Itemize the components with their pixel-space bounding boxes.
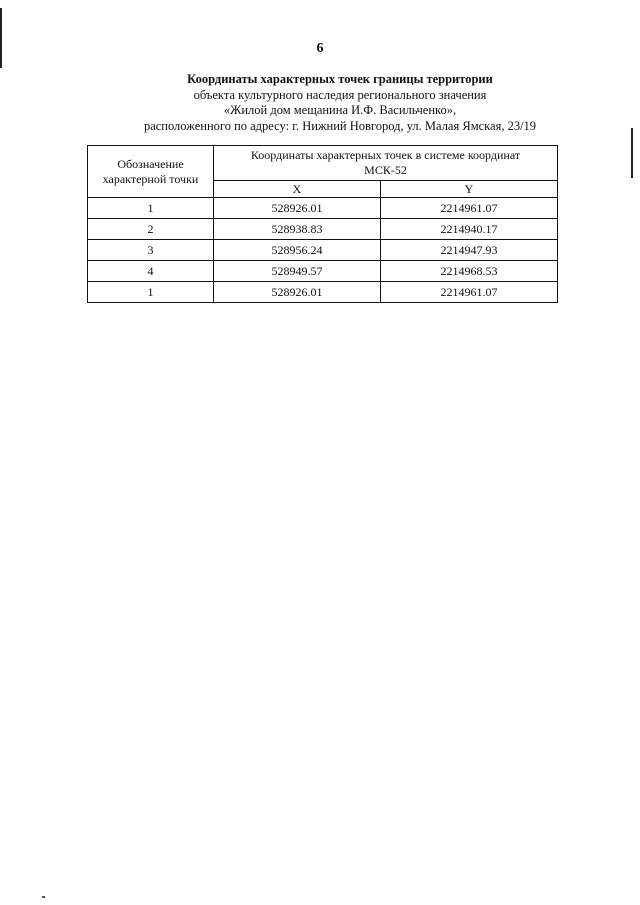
table-row — [88, 198, 558, 219]
cell-y: 2214961.07 — [381, 198, 558, 219]
table-row — [88, 240, 558, 261]
heading-object-name: «Жилой дом мещанина И.Ф. Васильченко», — [223, 103, 457, 117]
cell-y: 2214968.53 — [381, 261, 558, 282]
scan-speck — [42, 896, 45, 898]
header-y: Y — [381, 181, 558, 198]
header-point-designation — [88, 146, 214, 198]
header-point-line1: Обозначение — [117, 156, 184, 171]
scan-edge-mark — [631, 128, 633, 178]
cell-point: 4 — [88, 261, 214, 282]
table-row — [88, 261, 558, 282]
cell-point: 2 — [88, 219, 214, 240]
header-system-line1: Координаты характерных точек в системе координат — [250, 148, 521, 162]
header-point-line2: характерной точки — [102, 171, 199, 186]
cell-y: 2214940.17 — [381, 219, 558, 240]
page-number: 6 — [316, 41, 324, 56]
scan-edge-mark — [0, 8, 2, 68]
heading-subtitle: объекта культурного наследия регионального значения — [193, 87, 487, 102]
table-row — [88, 219, 558, 240]
header-system-line2: МСК-52 — [364, 163, 407, 177]
table-row — [88, 282, 558, 303]
cell-x: 528949.57 — [214, 261, 381, 282]
document-heading — [60, 72, 620, 134]
coordinates-table — [87, 145, 558, 303]
cell-y: 2214947.93 — [381, 240, 558, 261]
heading-address: расположенного по адресу: г. Нижний Новгород, ул. Малая Ямская, 23/19 — [143, 118, 537, 133]
cell-x: 528926.01 — [214, 198, 381, 219]
cell-x: 528956.24 — [214, 240, 381, 261]
heading-title: Координаты характерных точек границы территории — [187, 72, 493, 86]
cell-point: 3 — [88, 240, 214, 261]
cell-point: 1 — [88, 282, 214, 303]
cell-x: 528926.01 — [214, 282, 381, 303]
cell-x: 528938.83 — [214, 219, 381, 240]
cell-point: 1 — [88, 198, 214, 219]
header-x: X — [214, 181, 381, 198]
header-coordinate-system — [214, 146, 558, 181]
cell-y: 2214961.07 — [381, 282, 558, 303]
